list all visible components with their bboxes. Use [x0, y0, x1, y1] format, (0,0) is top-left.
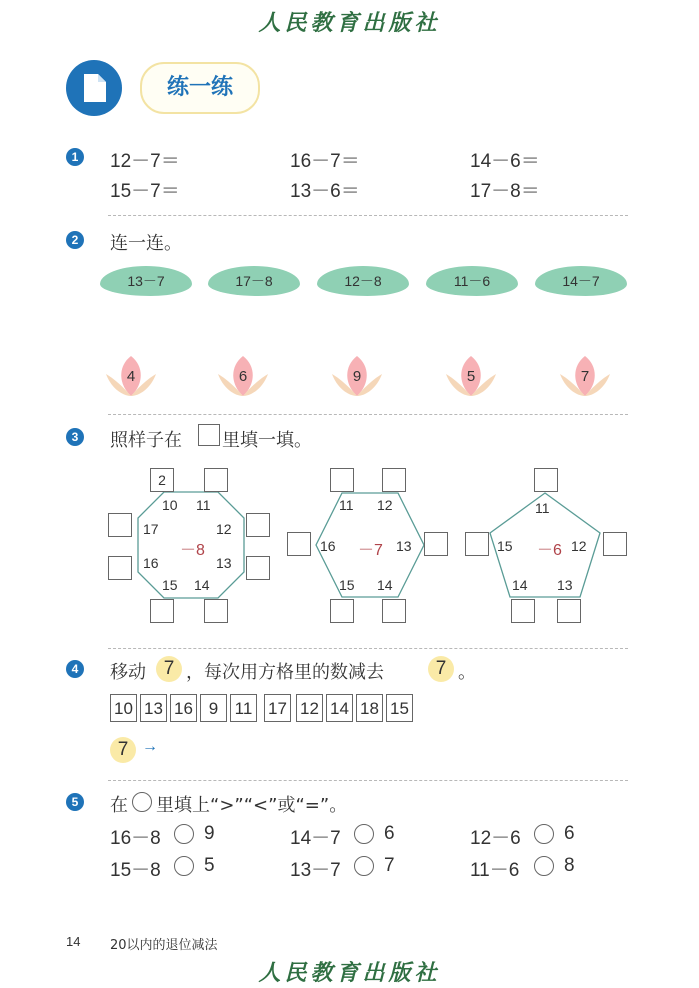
compare-circle[interactable] [354, 856, 374, 876]
hexagon-answer-box[interactable] [382, 599, 406, 623]
compare-circle[interactable] [534, 856, 554, 876]
octagon-answer-box[interactable] [108, 556, 132, 580]
number-grid-cell[interactable]: 14 [326, 694, 353, 722]
q1-expr-4: 15－7＝ [110, 181, 180, 202]
octagon-answer-box[interactable] [150, 599, 174, 623]
mover-number-circle: 7 [156, 656, 182, 682]
octagon-answer-box: 2 [150, 468, 174, 492]
number-grid-cell[interactable]: 13 [140, 694, 167, 722]
question-number-1: 1 [66, 148, 84, 166]
question-number-4: 4 [66, 660, 84, 678]
leaf-card[interactable]: 11－6 [426, 266, 518, 296]
hexagon-answer-box[interactable] [382, 468, 406, 492]
q5-instruction-pre: 在 [110, 795, 128, 816]
divider [108, 648, 628, 649]
compare-circle[interactable] [354, 824, 374, 844]
hexagon-label: 12 [377, 497, 393, 513]
number-grid-cell[interactable]: 10 [110, 694, 137, 722]
compare-left: 16－8 [110, 828, 161, 849]
compare-left: 14－7 [290, 828, 341, 849]
octagon-label: 17 [143, 521, 159, 537]
compare-left: 13－7 [290, 860, 341, 881]
q1-expr-2: 16－7＝ [290, 151, 360, 172]
leaf-card[interactable]: 17－8 [208, 266, 300, 296]
leaf-card[interactable]: 13－7 [100, 266, 192, 296]
compare-right: 5 [204, 855, 215, 876]
octagon-answer-box[interactable] [204, 468, 228, 492]
divider [108, 780, 628, 781]
lotus-number: 5 [466, 368, 476, 385]
octagon-label: 16 [143, 555, 159, 571]
number-grid-cell[interactable]: 18 [356, 694, 383, 722]
pentagon-answer-box[interactable] [603, 532, 627, 556]
pentagon-label: 13 [557, 577, 573, 593]
hexagon-label: 11 [339, 497, 354, 513]
mover-circle[interactable]: 7 [110, 737, 136, 763]
octagon-label: 13 [216, 555, 232, 571]
pentagon-label: 14 [512, 577, 528, 593]
q2-instruction: 连一连。 [110, 233, 182, 254]
publisher-header: 人民教育出版社 [258, 10, 441, 36]
octagon-answer-box[interactable] [204, 599, 228, 623]
compare-right: 6 [564, 823, 575, 844]
q1-expr-1: 12－7＝ [110, 151, 180, 172]
octagon-answer-box[interactable] [246, 513, 270, 537]
lotus-number: 9 [352, 368, 362, 385]
octagon-operator: －8 [180, 542, 205, 559]
octagon-label: 15 [162, 577, 178, 593]
pentagon-operator: －6 [537, 542, 562, 559]
number-grid-cell[interactable]: 15 [386, 694, 413, 722]
pentagon-label: 15 [497, 538, 513, 554]
pentagon-answer-box[interactable] [465, 532, 489, 556]
q3-instruction-post: 里填一填。 [222, 430, 312, 451]
octagon-label: 12 [216, 521, 232, 537]
section-title: 练一练 [166, 75, 233, 100]
q3-instruction-pre: 照样子在 [110, 430, 182, 451]
octagon-label: 14 [194, 577, 210, 593]
hexagon-operator: －7 [358, 542, 383, 559]
pentagon-answer-box[interactable] [511, 599, 535, 623]
pentagon-answer-box[interactable] [557, 599, 581, 623]
octagon-answer-box[interactable] [108, 513, 132, 537]
compare-circle[interactable] [174, 824, 194, 844]
pentagon-label: 11 [535, 500, 550, 516]
q5-instruction-post: 里填上“>”“<”或“=”。 [156, 795, 348, 816]
number-grid-cell[interactable]: 16 [170, 694, 197, 722]
question-number-3: 3 [66, 428, 84, 446]
compare-left: 11－6 [470, 860, 520, 881]
hexagon-answer-box[interactable] [330, 468, 354, 492]
q4-text-2: ，每次用方格里的数减去 [186, 662, 384, 683]
compare-circle[interactable] [534, 824, 554, 844]
q4-text-3: 。 [458, 662, 476, 683]
q1-expr-3: 14－6＝ [470, 151, 540, 172]
leaf-card[interactable]: 12－8 [317, 266, 409, 296]
question-number-2: 2 [66, 231, 84, 249]
number-grid-cell[interactable]: 9 [200, 694, 227, 722]
hexagon-answer-box[interactable] [330, 599, 354, 623]
hexagon-label: 13 [396, 538, 412, 554]
compare-left: 12－6 [470, 828, 521, 849]
example-circle-icon [132, 792, 152, 812]
number-grid-cell[interactable]: 17 [264, 694, 291, 722]
number-grid-cell[interactable]: 12 [296, 694, 323, 722]
octagon-answer-box[interactable] [246, 556, 270, 580]
octagon-label: 11 [196, 497, 211, 513]
pentagon-label: 12 [571, 538, 587, 554]
q1-expr-6: 17－8＝ [470, 181, 540, 202]
compare-circle[interactable] [174, 856, 194, 876]
lotus-number: 6 [238, 368, 248, 385]
compare-right: 8 [564, 855, 575, 876]
hexagon-answer-box[interactable] [424, 532, 448, 556]
page-number: 14 [66, 934, 81, 949]
number-grid-cell[interactable]: 11 [230, 694, 257, 722]
compare-left: 15－8 [110, 860, 161, 881]
arrow-right-icon: → [142, 738, 158, 755]
leaf-card[interactable]: 14－7 [535, 266, 627, 296]
compare-right: 7 [384, 855, 395, 876]
pentagon-answer-box[interactable] [534, 468, 558, 492]
hexagon-label: 14 [377, 577, 393, 593]
question-number-5: 5 [66, 793, 84, 811]
hexagon-label: 16 [320, 538, 336, 554]
lotus-number: 4 [126, 368, 136, 385]
chapter-title: 20以内的退位减法 [110, 938, 218, 953]
hexagon-label: 15 [339, 577, 355, 593]
compare-right: 9 [204, 823, 215, 844]
lotus-number: 7 [580, 368, 590, 385]
hexagon-answer-box[interactable] [287, 532, 311, 556]
compare-right: 6 [384, 823, 395, 844]
publisher-footer: 人民教育出版社 [258, 960, 441, 986]
subtrahend-circle: 7 [428, 656, 454, 682]
q1-expr-5: 13－6＝ [290, 181, 360, 202]
q4-text-1: 移动 [110, 662, 146, 683]
octagon-label: 10 [162, 497, 178, 513]
